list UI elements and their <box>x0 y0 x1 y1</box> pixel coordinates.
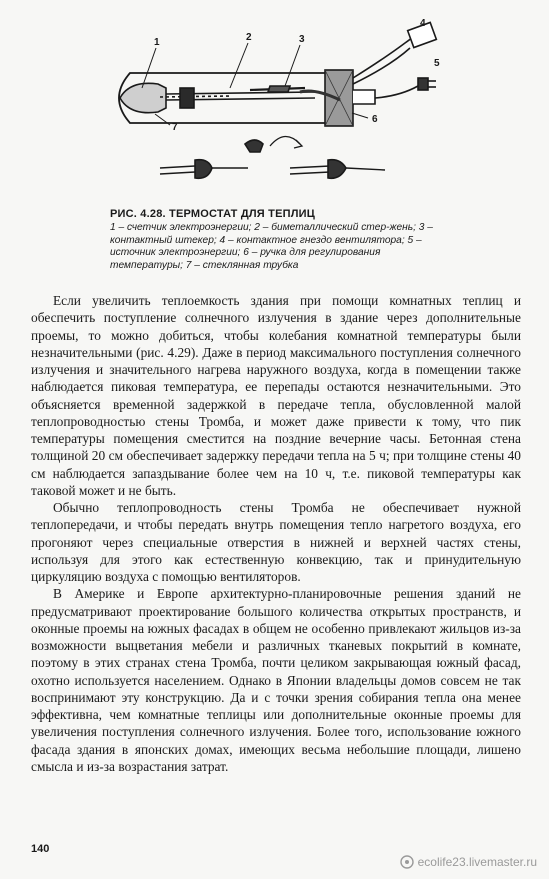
paragraph: В Америке и Европе архитектурно-планировочные решения зданий не предусматривают проектирование большого количества открытых пространств, и оконные проемы на южных фасадах в общем не особенно привлекают жильцов из-за возможности выцветания мебели и различных тканевых покрытий в комнате, поэтому в этих странах стена Тромба, почти целиком закрывающая южный фасад, охотно используется населением. Однако в Японии владельцы домов совсем не так воспринимают эту конструкцию. Да и с точки зрения собирания тепла она менее эффективна, чем комнатные теплицы или дополнительные оконные проемы для увеличения поступления солнечного излучения. Более того, использование южного фасада здания в японских домах, имеющих весьма небольшие площади, лишено смысла и из-за возрастания затрат. <box>31 586 521 774</box>
caption-legend: 1 – счетчик электроэнергии; 2 – биметаллический стер-жень; 3 – контактный штекер; 4 – контактное гнездо вентилятора; 5 – источник электроэнергии; 6 – ручка для регулирования температуры; 7 – стеклянная трубка <box>110 222 433 271</box>
thermostat-figure <box>100 18 460 208</box>
watermark-text: ecolife23.livemaster.ru <box>417 855 537 869</box>
figure-label-2: 2 <box>246 32 252 43</box>
figure-label-3: 3 <box>299 34 305 45</box>
figure-caption <box>110 208 455 272</box>
watermark <box>400 855 537 869</box>
figure-label-7: 7 <box>172 122 178 133</box>
caption-title: РИС. 4.28. ТЕРМОСТАТ ДЛЯ ТЕПЛИЦ <box>110 208 315 220</box>
figure-label-5: 5 <box>434 58 440 69</box>
figure-label-1: 1 <box>154 37 160 48</box>
paragraph: Если увеличить теплоемкость здания при помощи комнатных теплиц и обеспечить поступление солнечного излучения в здание через дополнительные проемы, то можно добиться, чтобы колебания комнатной температуры были незначительными (рис. 4.29). Даже в период максимального поступления солнечного излучения и значительного нагрева наружного воздуха, когда в помещении также наблюдается пиковая температура, ее перепады остаются незначительными. Это объясняется временной задержкой в передаче тепла, обусловленной малой теплопроводностью стены Тромба, и может даже привести к тому, что пик температуры помещения сместится на поздние вечерние часы. Бетонная стена толщиной 20 см обеспечивает задержку передачи тепла на 5 ч; при толщине стены 40 см наблюдается запаздывание более чем на 10 ч, т.е. пиковой температуры как таковой может и не быть. <box>31 293 521 498</box>
page-number: 140 <box>31 843 50 855</box>
paragraph: Обычно теплопроводность стены Тромба не обеспечивает нужной теплопередачи, и чтобы передать внутрь помещения тепло нагретого воздуха, его прогоняют через специальные отверстия в нижней и верхней частях стены, используя для этого как естественную конвекцию, так и принудительную циркуляцию воздуха с помощью вентиляторов. <box>31 500 521 584</box>
livemaster-logo-icon <box>400 855 414 869</box>
figure-label-4: 4 <box>420 18 426 29</box>
figure-label-6: 6 <box>372 114 378 125</box>
body-text <box>31 292 521 775</box>
